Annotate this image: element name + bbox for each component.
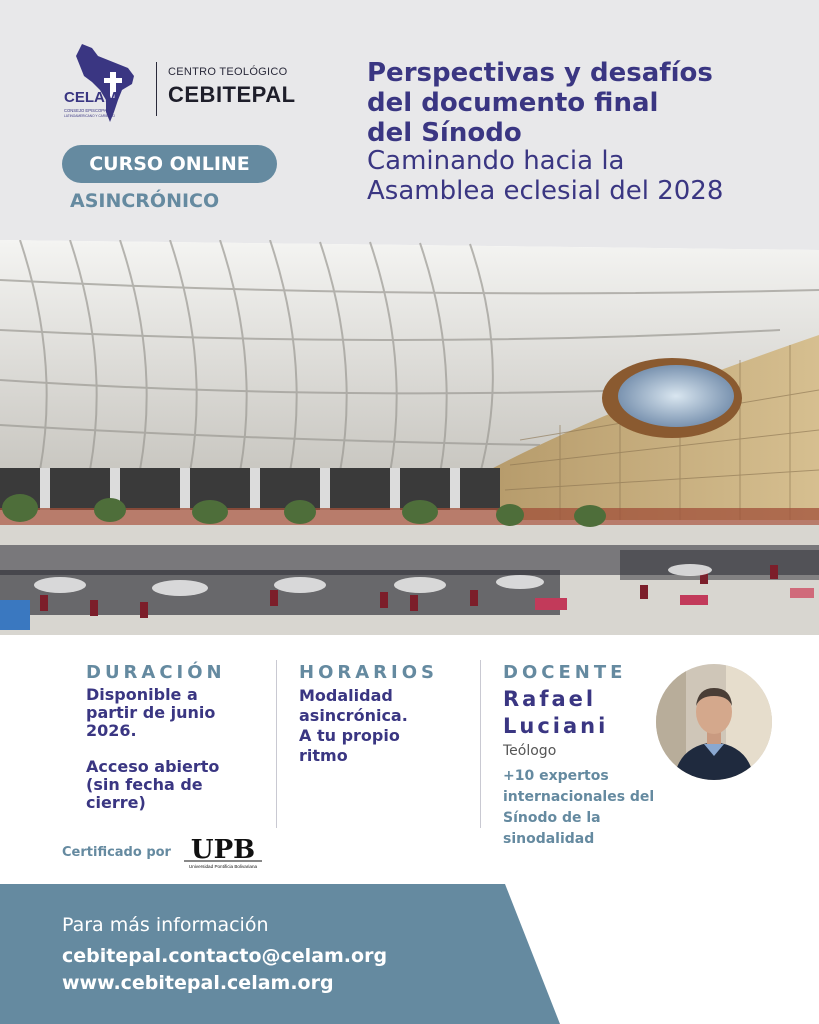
contact-email[interactable]: cebitepal.contacto@celam.org: [62, 945, 388, 967]
website-link[interactable]: www.cebitepal.celam.org: [62, 972, 334, 994]
title-line: del Sínodo: [367, 118, 522, 148]
logo-divider: [156, 62, 157, 116]
docente-heading: DOCENTE: [503, 662, 627, 683]
footer-title: Para más información: [62, 914, 269, 936]
certificado-label: Certificado por: [62, 845, 171, 860]
course-pill: CURSO ONLINE: [62, 145, 277, 183]
duracion-line: cierre): [86, 793, 146, 812]
column-divider: [276, 660, 277, 828]
duracion-line: Disponible a: [86, 685, 198, 704]
docente-extra-line: +10 expertos: [503, 768, 609, 784]
docente-extra-line: sinodalidad: [503, 831, 595, 847]
horarios-line: A tu propio: [299, 726, 400, 745]
synod-hall-photo: [0, 240, 819, 635]
centro-label: CENTRO TEOLÓGICO: [168, 66, 288, 78]
upb-logo: [182, 833, 264, 871]
duracion-line: [86, 740, 219, 758]
docente-role: Teólogo: [503, 743, 557, 759]
duracion-heading: DURACIÓN: [86, 662, 226, 683]
horarios-line: asincrónica.: [299, 706, 408, 725]
upb-logo-sub: Universidad Pontificia Bolivariana: [188, 864, 258, 869]
horarios-line: ritmo: [299, 746, 348, 765]
docente-extra: [503, 766, 683, 850]
svg-text:LATINOAMERICANO Y CARIBEÑO: LATINOAMERICANO Y CARIBEÑO: [64, 114, 116, 118]
duracion-line: (sin fecha de: [86, 775, 203, 794]
page-title: [367, 58, 797, 148]
column-divider: [480, 660, 481, 828]
duracion-line: 2026.: [86, 721, 137, 740]
title-line: Perspectivas y desafíos: [367, 58, 713, 88]
horarios-heading: HORARIOS: [299, 662, 438, 683]
celam-logo-text: CELAM: [64, 89, 118, 106]
docente-extra-line: Sínodo de la: [503, 810, 601, 826]
subtitle-line: Asamblea eclesial del 2028: [367, 176, 724, 206]
page-subtitle: [367, 146, 797, 206]
docente-name-line: Rafael: [503, 687, 597, 711]
docente-name-line: Luciani: [503, 714, 609, 738]
celam-logo: [62, 42, 152, 124]
docente-portrait: [656, 664, 772, 780]
duracion-text: [86, 686, 219, 812]
docente-name: [503, 686, 608, 740]
horarios-line: Modalidad: [299, 686, 393, 705]
docente-extra-line: internacionales del: [503, 789, 655, 805]
upb-logo-text: UPB: [190, 835, 256, 865]
svg-text:CONSEJO EPISCOPAL: CONSEJO EPISCOPAL: [64, 108, 109, 113]
course-mode: ASINCRÓNICO: [70, 190, 220, 212]
subtitle-line: Caminando hacia la: [367, 146, 625, 176]
horarios-text: [299, 686, 408, 766]
centro-name: CEBITEPAL: [168, 82, 296, 107]
duracion-line: Acceso abierto: [86, 757, 220, 776]
duracion-line: partir de junio: [86, 703, 216, 722]
title-line: del documento final: [367, 88, 659, 118]
